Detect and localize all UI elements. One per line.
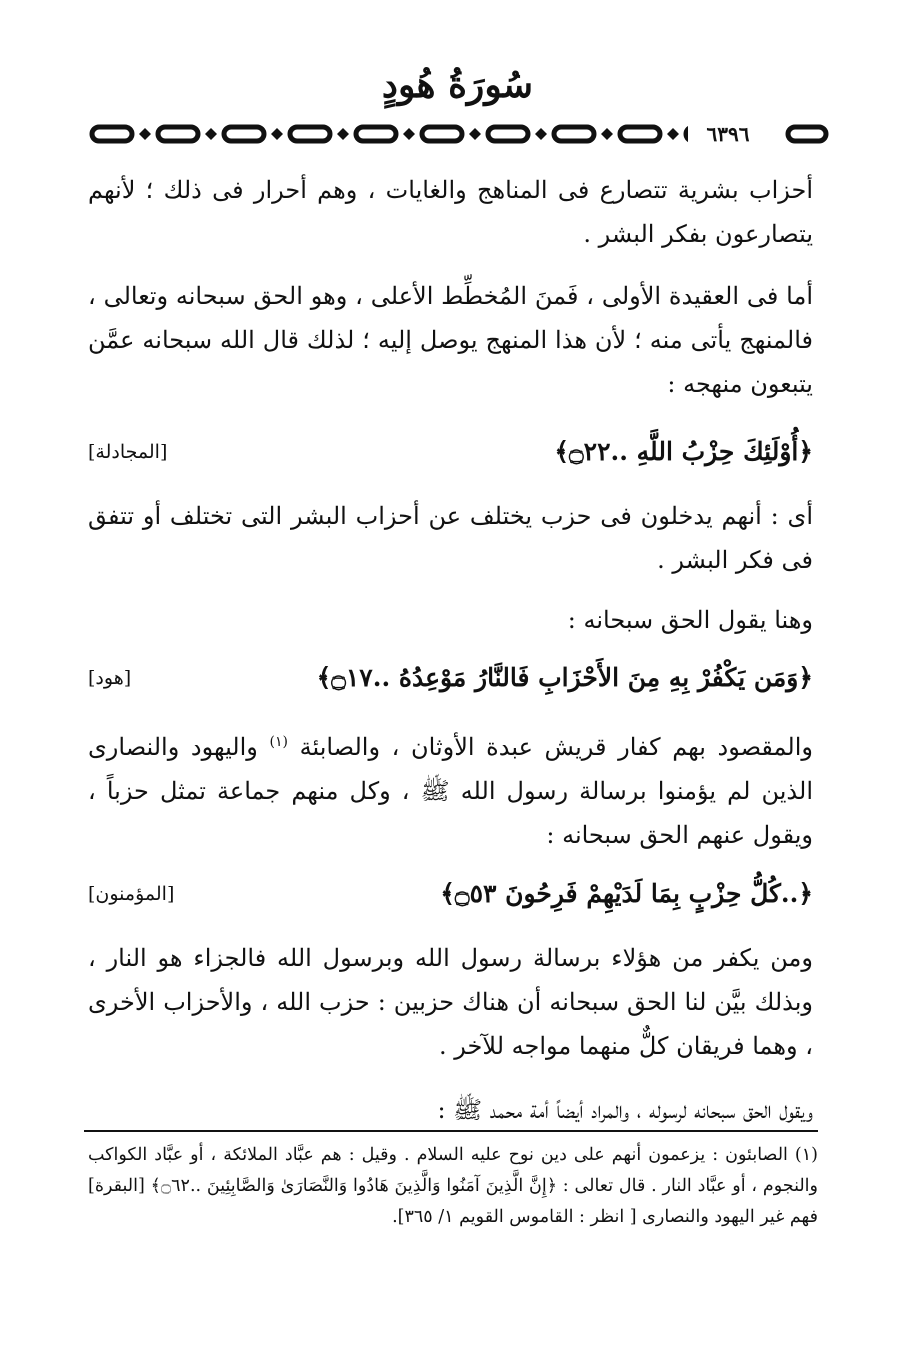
paragraph-1: أحزاب بشرية تتصارع فى المناهج والغايات ، وهم أحرار فى ذلك ؛ لأنهم يتصارعون بفكر البشر . xyxy=(88,176,813,248)
paragraph-3: أى : أنهم يدخلون فى حزب يختلف عن أحزاب البشر التى تختلف أو تتفق فى فكر البشر . xyxy=(88,502,813,574)
footnote: (١) الصابئون : يزعمون أنهم على دين نوح عليه السلام . وقيل : هم عبَّاد الملائكة ، أو عبَّاد الكواكب والنجوم ، أو عبَّاد النار . قال تعالى : ﴿إِنَّ الَّذِينَ آمَنُوا وَالَّذِينَ هَادُوا وَالنَّصَارَىٰ وَالصَّابِئِينَ ..۝٦٢﴾ [البقرة] فهم غير اليهود والنصارى [ انظر : القاموس القويم ١/ ٣٦٥]. xyxy=(88,1145,818,1227)
paragraph-2: أما فى العقيدة الأولى ، فَمنَ المُخطِّط الأعلى ، وهو الحق سبحانه وتعالى ، فالمنهج يأتى منه ؛ لأن هذا المنهج يوصل إليه ؛ لذلك قال الله سبحانه عمَّن يتبعون منهجه : xyxy=(88,282,813,398)
paragraph-5-start: والمقصود بهم كفار قريش عبدة الأوثان ، والصابئة xyxy=(299,733,813,761)
quran-verse-3 xyxy=(88,870,813,918)
verse-text: ﴿وَمَن يَكْفُرْ بِهِ مِنَ الأَحْزَابِ فَالنَّارُ مَوْعِدُهُ ..۝١٧﴾ xyxy=(316,663,813,692)
footnote-marker: (١) xyxy=(269,734,288,750)
paragraph-5 xyxy=(88,720,813,857)
footnote-separator xyxy=(84,1130,818,1132)
verse-reference: [هود] xyxy=(88,667,132,689)
quran-verse-2 xyxy=(88,654,813,702)
paragraph-4: وهنا يقول الحق سبحانه : xyxy=(567,606,813,634)
verse-reference: [المؤمنون] xyxy=(88,883,175,905)
verse-text: ﴿أُوْلَئِكَ حِزْبُ اللَّهِ ..۝٢٢﴾ xyxy=(554,437,813,466)
verse-reference: [المجادلة] xyxy=(88,441,168,463)
paragraph-7: ويقول الحق سبحانه لرسوله ، والمراد أيضاً أمة محمد ﷺ : xyxy=(437,1096,813,1124)
verse-text: ﴿..كُلُّ حِزْبٍ بِمَا لَدَيْهِمْ فَرِحُونَ ۝٥٣﴾ xyxy=(440,879,813,908)
surah-title: سُورَةُ هُودٍ xyxy=(381,64,534,106)
paragraph-5-end: واليهود والنصارى الذين لم يؤمنوا برسالة رسول الله ﷺ ، وكل منهم جماعة تمثل حزباً ، ويقول عنهم الحق سبحانه : xyxy=(88,733,813,849)
page-number: ٦٣٩٦ xyxy=(688,120,768,148)
paragraph-6: ومن يكفر من هؤلاء برسالة رسول الله وبرسول الله فالجزاء هو النار ، وبذلك بيَّن لنا الحق سبحانه أن هناك حزبين : حزب الله ، والأحزاب الأخرى ، وهما فريقان كلٌّ منهما مواجه للآخر . xyxy=(88,944,813,1060)
quran-verse-1 xyxy=(88,428,813,476)
